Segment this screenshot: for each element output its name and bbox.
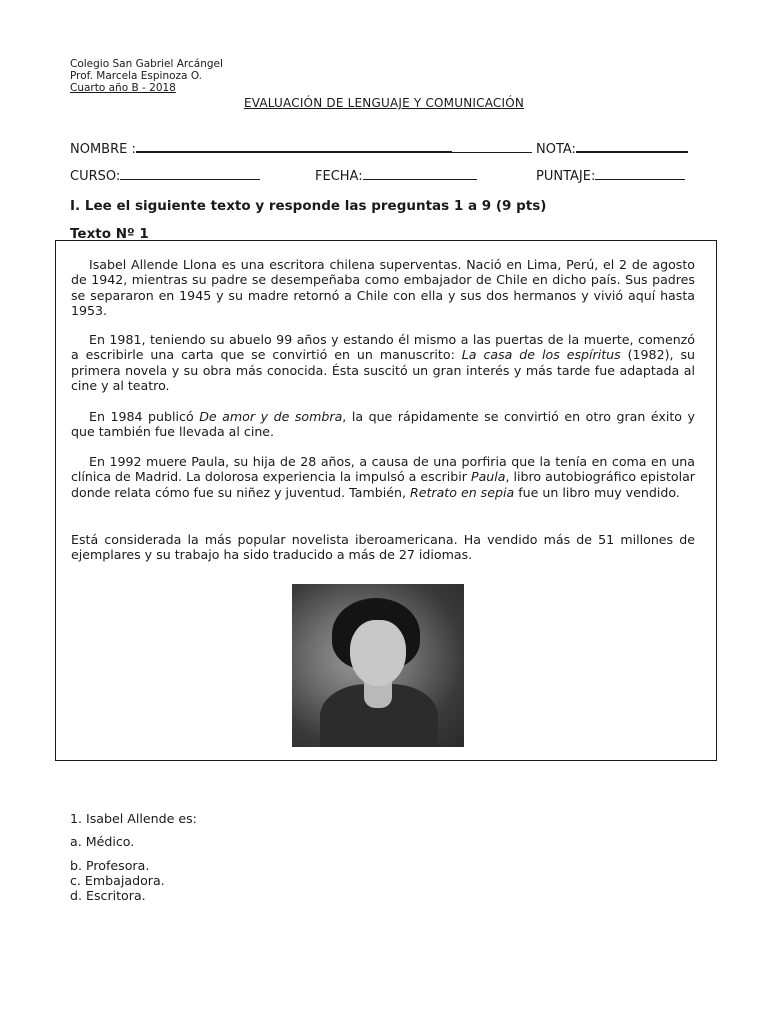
question-1-option-c[interactable]: c. Embajadora. [70,873,165,888]
nombre-field [70,140,532,157]
paragraph-2-text-a: En 1981, teniendo su abuelo 99 años y estando él mismo a las puertas de la muerte, comenzó a escribirle una carta que se convirtió en un manuscrito: [71,332,695,363]
reading-text-box [55,240,717,761]
fecha-field [315,168,477,184]
question-1-option-d[interactable]: d. Escritora. [70,888,146,903]
paragraph-2-text-b: (1982), su primera novela y su obra más conocida. Ésta suscitó un gran interés y más tarde fue adaptada al cine y al teatro. [71,347,695,394]
nota-blank[interactable] [576,140,688,153]
book-title-casa-espiritus: La casa de los espíritus [461,347,621,363]
paragraph-3-text-a: En 1984 publicó [89,409,200,424]
book-title-paula: Paula [471,469,506,485]
paragraph-1-text: Isabel Allende Llona es una escritora chilena superventas. Nació en Lima, Perú, el 2 de agosto de 1942, mientras su padre se desempeñaba como embajador de Chile en dicho país. Sus padres se separaron en 1945 y su madre retornó a Chile con ella y sus dos hermanos y vivió aquí hasta 1953. [71,257,695,319]
puntaje-blank[interactable] [595,168,685,180]
fecha-blank[interactable] [363,168,477,180]
question-1-stem: 1. Isabel Allende es: [70,811,197,826]
section-title: I. Lee el siguiente texto y responde las preguntas 1 a 9 (9 pts) [70,198,547,214]
curso-label: CURSO: [70,169,121,184]
paragraph-5 [71,532,695,563]
paragraph-3-text-b: , la que rápidamente se convirtió en otro gran éxito y que también fue llevada al cine. [71,409,695,440]
book-title-retrato-sepia: Retrato en sepia [409,484,515,500]
nombre-blank[interactable] [136,140,452,153]
nota-label: NOTA: [536,142,576,157]
puntaje-label: PUNTAJE: [536,169,596,184]
nombre-blank-extra [452,141,532,153]
question-1-option-a[interactable]: a. Médico. [70,834,135,849]
school-name: Colegio San Gabriel Arcángel [70,58,223,70]
page-title: EVALUACIÓN DE LENGUAJE Y COMUNICACIÓN [243,96,525,110]
curso-field [70,168,260,184]
paragraph-5-text: Está considerada la más popular novelista iberoamericana. Ha vendido más de 51 millones de ejemplares y su trabajo ha sido traducido a más de 27 idiomas. [71,532,695,563]
nombre-label: NOMBRE : [70,142,136,157]
puntaje-field [536,168,685,184]
paragraph-1 [71,257,695,319]
paragraph-4-text-a: En 1992 muere Paula, su hija de 28 años, a causa de una porfiria que la tenía en coma en una clínica de Madrid. La dolorosa experiencia la impulsó a escribir [71,454,695,485]
author-photo [292,584,464,747]
paragraph-4-text-c: fue un libro muy vendido. [514,484,680,500]
question-1-option-b[interactable]: b. Profesora. [70,858,150,873]
texto-label: Texto Nº 1 [70,226,149,242]
fecha-label: FECHA: [315,169,363,184]
book-title-amor-sombra: De amor y de sombra [199,409,343,424]
paragraph-4-text-b: , libro autobiográfico epistolar donde relata cómo fue su niñez y juventud. También, [71,469,695,500]
teacher-name: Prof. Marcela Espinoza O. [70,70,202,82]
paragraph-3 [71,409,695,440]
nota-field [536,140,688,157]
curso-blank[interactable] [120,168,260,180]
paragraph-4 [71,454,695,500]
paragraph-2 [71,332,695,394]
course-year: Cuarto año B - 2018 [70,82,176,94]
